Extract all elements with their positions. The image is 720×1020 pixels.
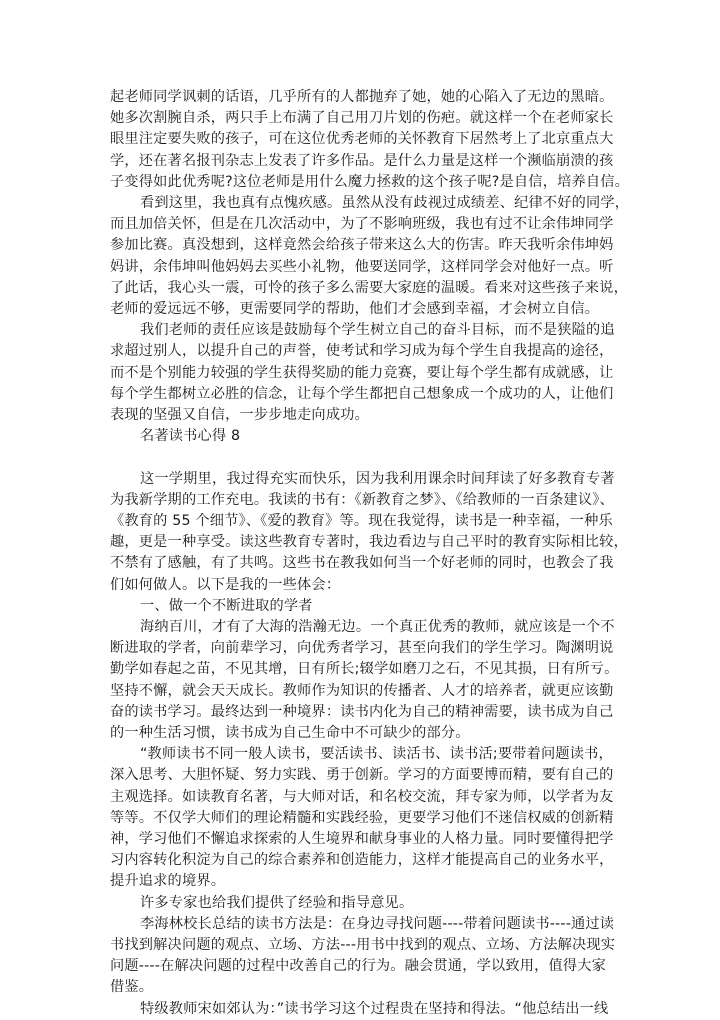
paragraph-line: 趣，更是一种享受。读这些教育专著时，我边看边与自己平时的教育实际相比较， bbox=[110, 534, 628, 551]
paragraph-line: 问题----在解决问题的过程中改善自己的行为。融会贯通，学以致用，值得大家 bbox=[110, 958, 607, 975]
paragraph-line: 特级教师宋如郊认为：”读书学习这个过程贵在坚持和得法。“他总结出一线 bbox=[140, 1000, 609, 1017]
paragraph-line: 为我新学期的工作充电。我读的书有：《新教育之梦》、《给教师的一百条建议》、 bbox=[110, 491, 614, 508]
paragraph-line: 许多专家也给我们提供了经验和指导意见。 bbox=[140, 894, 414, 911]
paragraph-line: 而且加倍关怀，但是在几次活动中，为了不影响班级，我也有过不让余伟坤同学 bbox=[110, 216, 614, 233]
paragraph-line: 的一种生活习惯，读书成为自己生命中不可缺少的部分。 bbox=[110, 725, 470, 741]
paragraph-line: 看到这里，我也真有点愧疚感。虽然从没有歧视过成绩差、纪律不好的同学， bbox=[140, 195, 630, 211]
paragraph-line: 勤学如春起之苗，不见其增，日有所长;辍学如磨刀之石，不见其损，日有所亏。 bbox=[110, 661, 619, 678]
paragraph-line: 等等。不仅学大师们的理论精髓和实践经验，更要学习他们不迷信权威的创新精 bbox=[110, 809, 614, 826]
paragraph-line: 主观选择。如读教育名著，与大师对话，和名校交流，拜专家为师，以学者为友 bbox=[110, 788, 614, 805]
paragraph-line: 她多次割腕自杀，两只手上布满了自己用刀片划的伤疤。就这样一个在老师家长 bbox=[110, 110, 614, 127]
paragraph-line: “教师读书不同一般人读书，要活读书、读活书、读书活;要带着问题读书， bbox=[140, 746, 613, 763]
paragraph-line: 断进取的学者，向前辈学习，向优秀者学习，甚至向我们的学生学习。陶渊明说 bbox=[110, 640, 614, 657]
paragraph-line: 坚持不懈，就会天天成长。教师作为知识的传播者、人才的培养者，就更应该勤 bbox=[110, 682, 614, 699]
paragraph-line: 习内容转化积淀为自己的综合素养和创造能力，这样才能提高自己的业务水平， bbox=[110, 852, 614, 869]
paragraph-line: 海纳百川，才有了大海的浩瀚无边。一个真正优秀的教师，就应该是一个不 bbox=[140, 619, 615, 635]
paragraph-line: 眼里注定要失败的孩子，可在这位优秀老师的关怀教育下居然考上了北京重点大 bbox=[110, 131, 614, 148]
paragraph-line: 表现的坚强又自信，一步步地走向成功。 bbox=[110, 407, 369, 423]
paragraph-line: 奋的读书学习。最终达到一种境界：读书内化为自己的精神需要，读书成为自己 bbox=[110, 703, 614, 720]
paragraph-line: 们如何做人。以下是我的一些体会： bbox=[110, 576, 341, 593]
paragraph-line: 老师的爱远远不够，更需要同学的帮助，他们才会感到幸福，才会树立自信。 bbox=[110, 301, 600, 317]
subsection-heading: 一、做一个不断进取的学者 bbox=[140, 597, 313, 614]
paragraph-line: 书找到解决问题的观点、立场、方法---用书中找到的观点、立场、方法解决现实 bbox=[110, 937, 616, 953]
paragraph-line: 起老师同学讽刺的话语，几乎所有的人都抛弃了她，她的心陷入了无边的黑暗。 bbox=[110, 89, 614, 105]
paragraph-line: 李海林校长总结的读书方法是：在身边寻找问题----带着问题读书----通过读 bbox=[140, 915, 615, 932]
paragraph-line: 每个学生都树立必胜的信念，让每个学生都把自己想象成一个成功的人，让他们 bbox=[110, 385, 614, 402]
paragraph-line: 妈讲，余伟坤叫他妈妈去买些小礼物，他要送同学，这样同学会对他好一点。听 bbox=[110, 258, 614, 275]
paragraph-line: 神，学习他们不懈追求探索的人生境界和献身事业的人格力量。同时要懂得把学 bbox=[110, 831, 614, 847]
paragraph-line: 深入思考、大胆怀疑、努力实践、勇于创新。学习的方面要博而精，要有自己的 bbox=[110, 767, 614, 784]
paragraph-line: 这一学期里，我过得充实而快乐，因为我利用课余时间拜读了好多教育专著 bbox=[140, 470, 615, 487]
paragraph-line: 借鉴。 bbox=[110, 979, 154, 996]
paragraph-line: 我们老师的责任应该是鼓励每个学生树立自己的奋斗目标，而不是狭隘的追 bbox=[140, 322, 615, 339]
section-heading: 名著读书心得 8 bbox=[140, 428, 241, 445]
paragraph-line: 提升追求的境界。 bbox=[110, 873, 226, 890]
paragraph-line: 参加比赛。真没想到，这样竟然会给孩子带来这么大的伤害。昨天我听余伟坤妈 bbox=[110, 237, 614, 254]
paragraph-line: 求超过别人，以提升自己的声誉，使考试和学习成为每个学生自我提高的途径， bbox=[110, 343, 614, 360]
paragraph-line: 《教育的 55 个细节》、《爱的教育》等。现在我觉得，读书是一种幸福，一种乐 bbox=[110, 513, 613, 529]
paragraph-line: 不禁有了感触，有了共鸣。这些书在教我如何当一个好老师的同时，也教会了我 bbox=[110, 555, 614, 572]
paragraph-line: 而不是个别能力较强的学生获得奖励的能力竞赛，要让每个学生都有成就感，让 bbox=[110, 364, 614, 381]
paragraph-line: 学，还在著名报刊杂志上发表了许多作品。是什么力量是这样一个濒临崩溃的孩 bbox=[110, 152, 614, 169]
paragraph-line: 了此话，我心头一震，可怜的孩子多么需要大家庭的温暖。看来对这些孩子来说， bbox=[110, 279, 628, 296]
paragraph-line: 子变得如此优秀呢?这位老师是用什么魔力拯救的这个孩子呢?是自信，培养自信。 bbox=[110, 173, 630, 190]
